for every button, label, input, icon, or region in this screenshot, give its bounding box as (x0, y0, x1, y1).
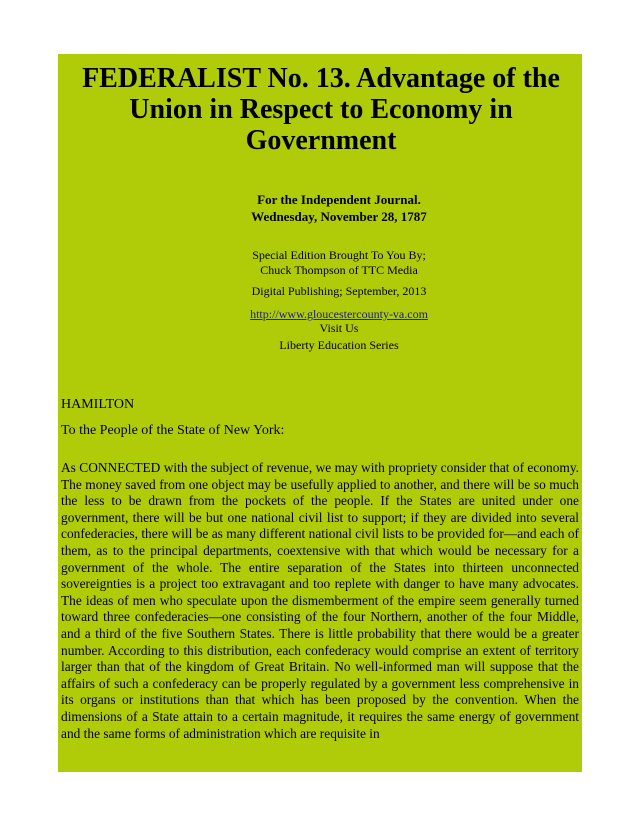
special-edition-line-2: Chuck Thompson of TTC Media (260, 263, 418, 277)
website-block (174, 307, 504, 335)
visit-us-label: Visit Us (319, 321, 359, 335)
special-edition-credit (174, 248, 504, 278)
series-name: Liberty Education Series (279, 338, 399, 352)
document-title: FEDERALIST No. 13. Advantage of the Union in Respect to Economy in Government (82, 63, 560, 156)
publication-info (174, 191, 504, 225)
salutation: To the People of the State of New York: (61, 423, 285, 438)
website-link[interactable]: http://www.gloucestercounty-va.com (250, 307, 428, 321)
author-name: HAMILTON (61, 397, 135, 412)
document-page (58, 54, 582, 772)
publication-date: Wednesday, November 28, 1787 (251, 209, 427, 224)
body-paragraph: As CONNECTED with the subject of revenue, we may with propriety consider that of economy. The money saved from one object may be usefully applied to another, and there will be so much the less to be drawn from the pockets of the people. If the States are united under one government, there will be but one national civil list to support; if they are divided into several confederacies, there will be as many different national civil lists to be provided for—and each of them, as to the principal departments, coextensive with that which would be necessary for a government of the whole. The entire separation of the States into thirteen unconnected sovereignties is a project too extravagant and too replete with danger to have many advocates. The ideas of men who speculate upon the dismemberment of the empire seem generally turned toward three confederacies—one consisting of the four Northern, another of the four Middle, and a third of the five Southern States. There is little probability that there would be a greater number. According to this distribution, each confederacy would comprise an extent of territory larger than that of the kingdom of Great Britain. No well-informed man will suppose that the affairs of such a confederacy can be properly regulated by a government less comprehensive in its organs or institutions than that which has been proposed by the convention. When the dimensions of a State attain to a certain magnitude, it requires the same energy of government and the same forms of administration which are requisite in (61, 460, 579, 741)
title-block (58, 63, 582, 156)
digital-publishing-line: Digital Publishing; September, 2013 (251, 284, 427, 298)
publication-line-1: For the Independent Journal. (257, 192, 421, 207)
special-edition-line-1: Special Edition Brought To You By; (252, 248, 426, 262)
